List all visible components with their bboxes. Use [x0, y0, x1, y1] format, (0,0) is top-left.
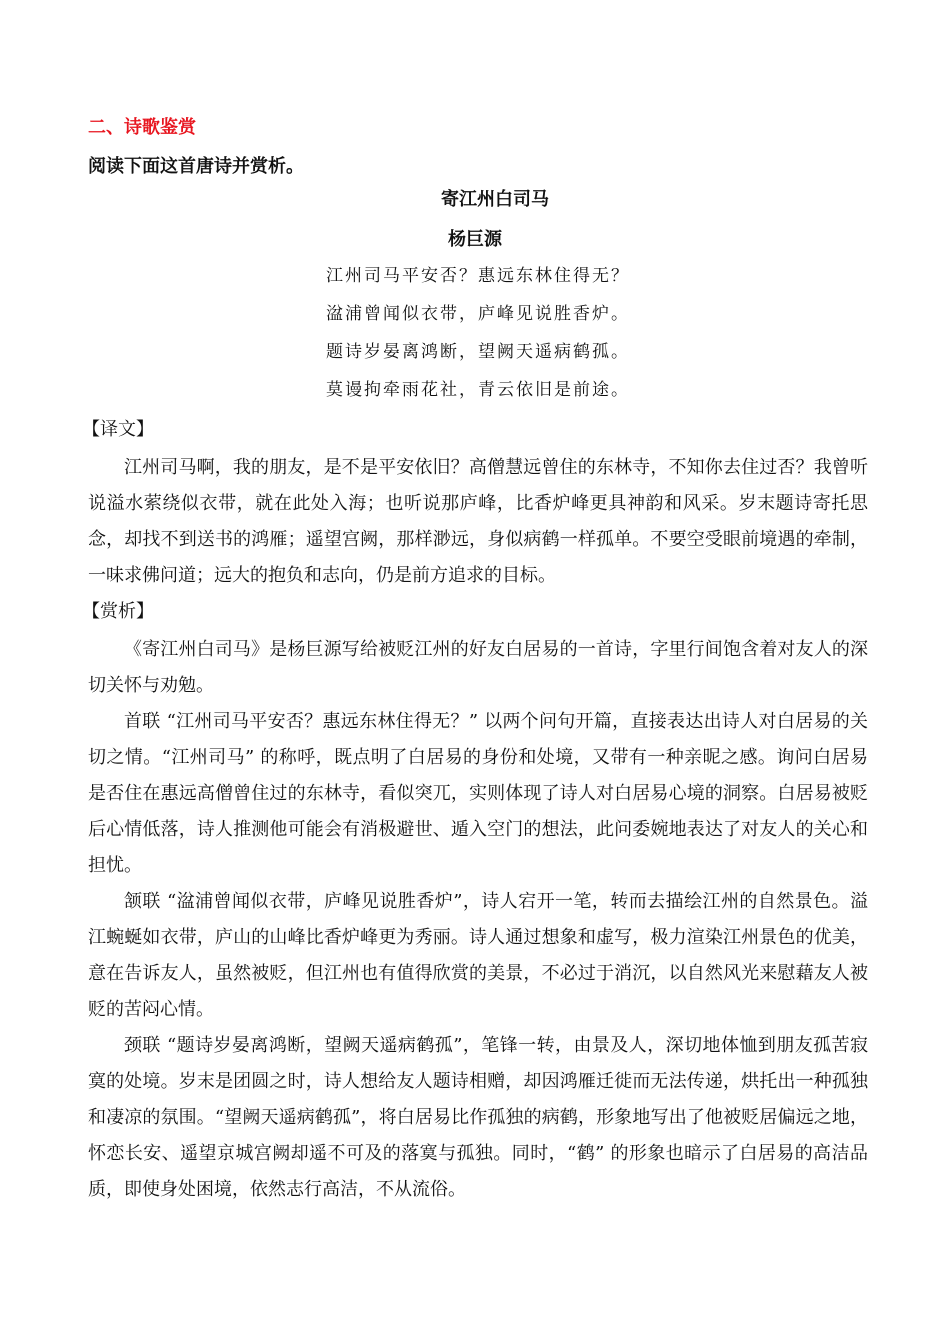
poem-line-1: 江州司马平安否？惠远东林住得无？ [326, 266, 630, 286]
appreciation-label: 【赏析】 [82, 601, 154, 622]
appreciation-paragraph-3: 颔联 “湓浦曾闻似衣带，庐峰见说胜香炉”，诗人宕开一笔，转而去描绘江州的自然景色。溢江蜿蜒如衣带，庐山的山峰比香炉峰更为秀丽。诗人通过想象和虚写，极力渲染江州景色的优美，意在告诉友人，虽然被贬，但江州也有值得欣赏的美景，不必过于消沉，以自然风光来慰藉友人被贬的苦闷心情。 [88, 891, 868, 1020]
body-text [82, 412, 868, 1208]
instruction-text: 阅读下面这首唐诗并赏析。 [88, 156, 304, 177]
appreciation-paragraph-1: 《寄江州白司马》是杨巨源写给被贬江州的好友白居易的一首诗，字里行间饱含着对友人的深切关怀与劝勉。 [88, 639, 868, 696]
appreciation-paragraph-4: 颈联 “题诗岁晏离鸿断，望阙天遥病鹤孤”，笔锋一转，由景及人，深切地体恤到朋友孤苦寂寞的处境。岁末是团圆之时，诗人想给友人题诗相赠，却因鸿雁迁徙而无法传递，烘托出一种孤独和凄凉的氛围。“望阙天遥病鹤孤”，将白居易比作孤独的病鹤，形象地写出了他被贬居偏远之地，怀恋长安、遥望京城宫阙却遥不可及的落寞与孤独。同时，“鹤” 的形象也暗示了白居易的高洁品质，即使身处困境，依然志行高洁，不从流俗。 [88, 1035, 868, 1200]
poem-line-4: 莫谩拘牵雨花社，青云依旧是前途。 [326, 380, 630, 400]
translation-label: 【译文】 [82, 419, 154, 440]
section-title: 二、诗歌鉴赏 [88, 117, 196, 138]
poem-title: 寄江州白司马 [441, 189, 549, 210]
poem-author: 杨巨源 [448, 229, 502, 250]
appreciation-paragraph-2: 首联 “江州司马平安否？惠远东林住得无？” 以两个问句开篇，直接表达出诗人对白居易的关切之情。“江州司马” 的称呼，既点明了白居易的身份和处境，又带有一种亲昵之感。询问白居易是否住在惠远高僧曾住过的东林寺，看似突兀，实则体现了诗人对白居易心境的洞察。白居易被贬后心情低落，诗人推测他可能会有消极避世、遁入空门的想法，此问委婉地表达了对友人的关心和担忧。 [88, 711, 868, 876]
poem-lines [326, 262, 630, 414]
poem-line-2: 湓浦曾闻似衣带，庐峰见说胜香炉。 [326, 304, 630, 324]
poem-line-3: 题诗岁晏离鸿断，望阙天遥病鹤孤。 [326, 342, 630, 362]
translation-paragraph: 江州司马啊，我的朋友，是不是平安依旧？高僧慧远曾住的东林寺，不知你去住过否？我曾听说溢水萦绕似衣带，就在此处入海；也听说那庐峰，比香炉峰更具神韵和风采。岁末题诗寄托思念，却找不到送书的鸿雁；遥望宫阙，那样渺远，身似病鹤一样孤单。不要空受眼前境遇的牵制，一味求佛问道；远大的抱负和志向，仍是前方追求的目标。 [88, 457, 868, 586]
